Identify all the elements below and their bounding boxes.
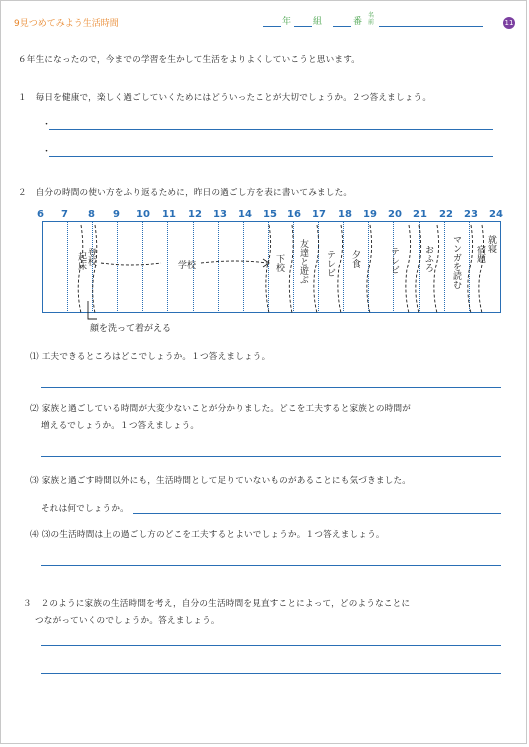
q2-sub2-answer-line[interactable]: [41, 456, 501, 457]
hour-tick: 16: [287, 209, 301, 220]
name-label: 名前: [368, 12, 375, 26]
schedule-friends: 友達と遊ぶ: [298, 239, 308, 284]
hour-tick: 10: [136, 209, 150, 220]
q3-answer-line-1[interactable]: [41, 645, 501, 646]
hour-tick: 15: [263, 209, 277, 220]
hour-tick: 19: [363, 209, 377, 220]
page-number-badge: 11: [504, 19, 514, 27]
schedule-school: 学校: [178, 261, 197, 271]
q2-sub1-answer-line[interactable]: [41, 387, 501, 388]
q2-sub2-text-line1: ⑵ 家族と過ごしている時間が大変少ないことが分かりました。どこを工夫すると家族との時間が: [30, 404, 412, 414]
q1-bullet-2: ・: [42, 147, 52, 157]
schedule-return: 下校: [274, 254, 284, 272]
hour-tick: 18: [338, 209, 352, 220]
hour-tick: 13: [213, 209, 227, 220]
q2-sub4-text: ⑷ ⑶の生活時間は上の過ごし方のどこを工夫するとよいでしょうか。１つ答えましょう。: [30, 530, 385, 540]
schedule-tv2: テレビ: [389, 247, 399, 274]
hour-tick: 24: [489, 209, 503, 220]
schedule-leave: 登校: [86, 248, 96, 266]
schedule-bath: おふろ: [423, 245, 433, 272]
hour-tick: 7: [61, 209, 68, 220]
q3-text-line2: つながっていくのでしょうか。答えましょう。: [35, 616, 220, 626]
hour-tick: 21: [413, 209, 427, 220]
year-label: 年: [282, 17, 292, 27]
schedule-dinner: 夕食: [350, 250, 360, 268]
hour-tick: 11: [162, 209, 176, 220]
schedule-tv1: テレビ: [325, 250, 335, 277]
worksheet-title: 9見つめてみよう生活時間: [14, 19, 119, 29]
hour-tick: 20: [388, 209, 402, 220]
schedule-bed: 就寝: [486, 235, 496, 253]
q3-text-line1: ３ ２のように家族の生活時間を考え，自分の生活時間を見直すことによって，どのようなことに: [23, 599, 411, 609]
schedule-dividers: [1, 1, 529, 747]
intro-text: ６年生になったので，今までの学習を生かして生活をよりよくしていこうと思います。: [18, 55, 361, 65]
q1-bullet-1: ・: [42, 120, 52, 130]
q2-sub2-text-line2: 増えるでしょうか。１つ答えましょう。: [41, 421, 200, 431]
hour-tick: 14: [238, 209, 252, 220]
schedule-wake: 起床: [76, 252, 86, 270]
q2-sub3-answer-line[interactable]: [133, 513, 501, 514]
q3-answer-line-2[interactable]: [41, 673, 501, 674]
q1-text: １ 毎日を健康で，楽しく過ごしていくためにはどういったことが大切でしょうか。２つ答えましょう。: [18, 93, 432, 103]
schedule-homework: 宿題: [475, 245, 485, 263]
hour-tick: 8: [88, 209, 95, 220]
schedule-manga: マンガを読む: [451, 235, 461, 289]
hour-tick: 22: [439, 209, 453, 220]
number-label: 番: [353, 17, 363, 27]
hour-tick: 12: [188, 209, 202, 220]
hour-tick: 17: [312, 209, 326, 220]
q2-sub3-text-line2: それは何でしょうか。: [41, 504, 129, 514]
hour-tick: 6: [37, 209, 44, 220]
q2-text: ２ 自分の時間の使い方をふり返るために，昨日の過ごし方を表に書いてみました。: [18, 188, 353, 198]
q2-sub4-answer-line[interactable]: [41, 565, 501, 566]
hour-tick: 23: [464, 209, 478, 220]
schedule-callout: 顔を洗って着がえる: [90, 324, 172, 334]
q2-sub1-text: ⑴ 工夫できるところはどこでしょうか。１つ答えましょう。: [30, 352, 271, 362]
q2-sub3-text-line1: ⑶ 家族と過ごす時間以外にも，生活時間として足りていないものがあることにも気づきました。: [30, 476, 412, 486]
hour-tick: 9: [113, 209, 120, 220]
class-label: 組: [313, 17, 323, 27]
